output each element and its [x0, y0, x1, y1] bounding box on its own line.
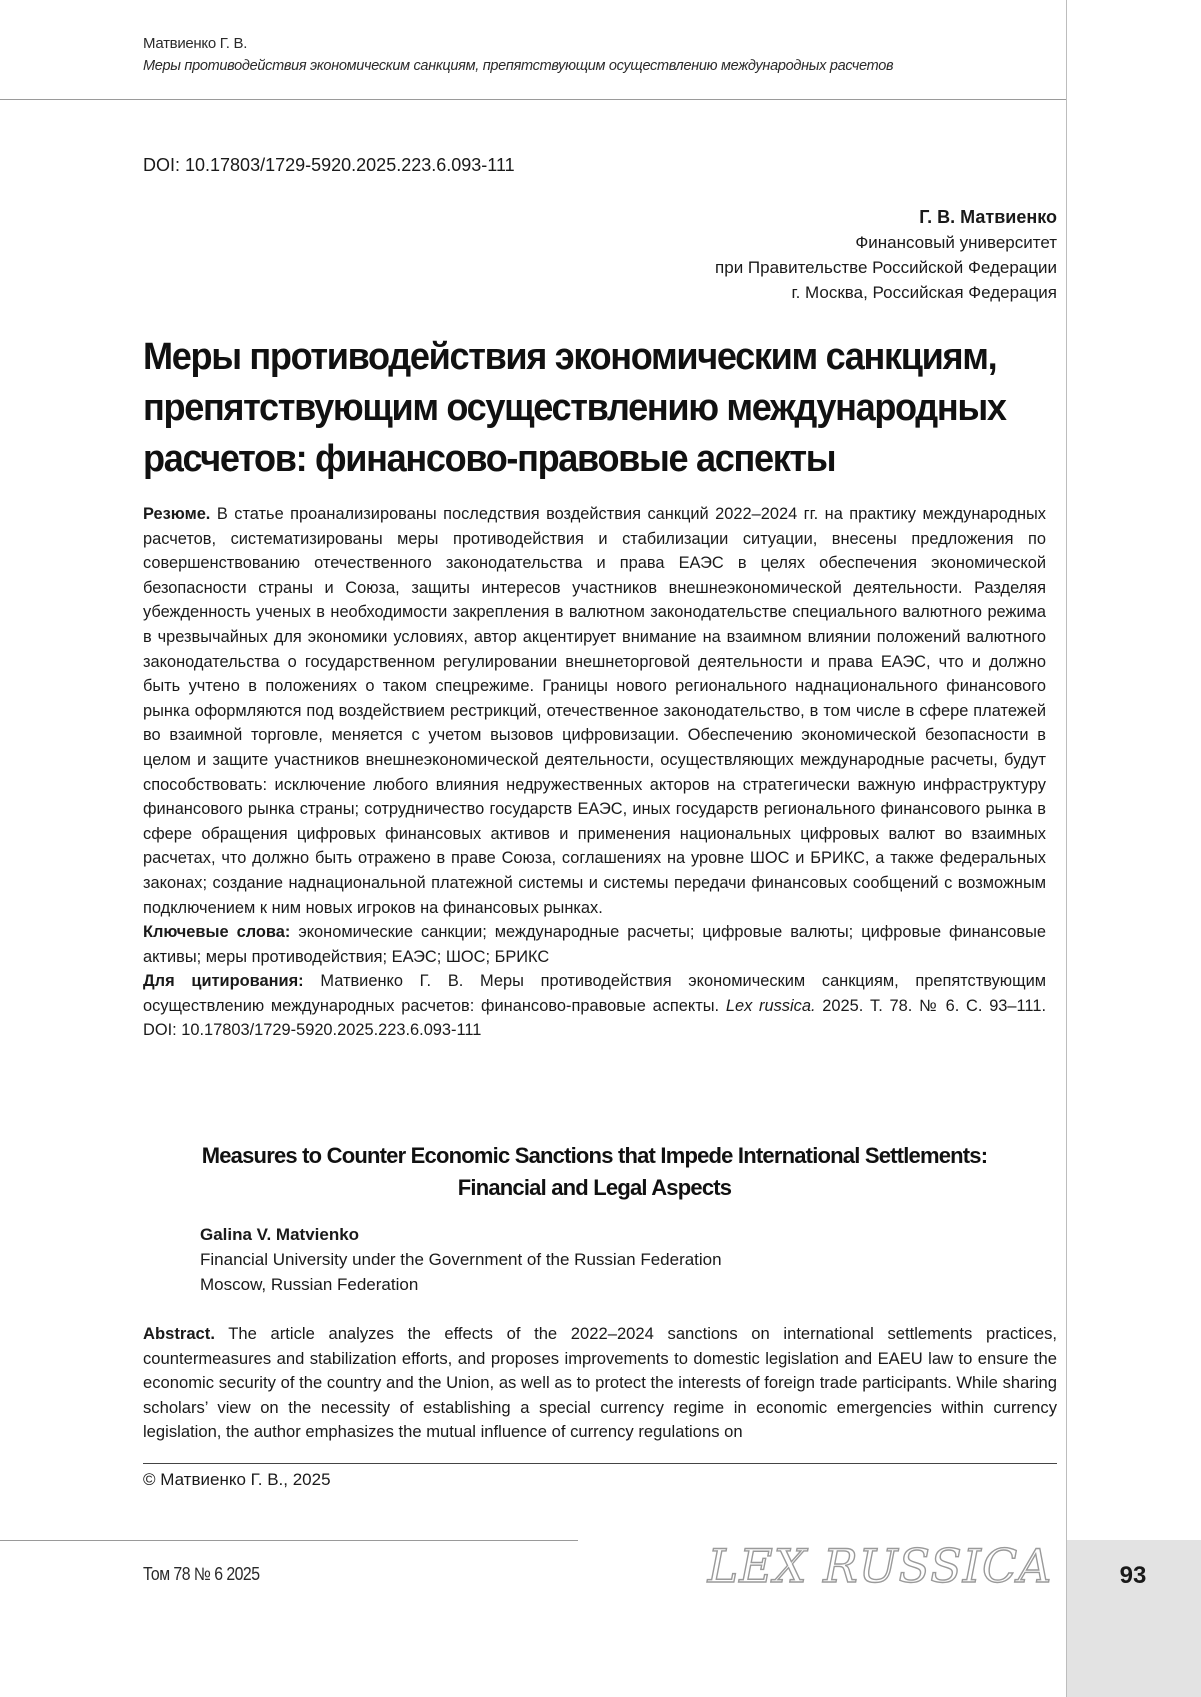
article-title-en	[143, 1140, 1046, 1204]
footer-divider	[0, 1540, 578, 1541]
article-title-ru: Меры противодействия экономическим санкциям, препятствующим осуществлению международных расчетов: финансово-правовые аспекты	[143, 336, 1006, 480]
author-affiliation-ru-2: при Правительстве Российской Федерации	[715, 258, 1057, 277]
author-city-ru: г. Москва, Российская Федерация	[791, 283, 1057, 302]
author-city-en: Moscow, Russian Federation	[200, 1275, 419, 1294]
abstract-en	[143, 1322, 1057, 1445]
keywords-label-ru: Ключевые слова:	[143, 923, 291, 942]
author-affiliation-ru-1: Финансовый университет	[855, 233, 1057, 252]
abstract-label-ru: Резюме.	[143, 505, 211, 523]
running-head-title: Меры противодействия экономическим санкциям, препятствующим осуществлению международных расчетов	[143, 58, 894, 74]
keywords-text-ru: экономические санкции; международные расчеты; цифровые валюты; цифровые финансовые активы; меры противодействия; ЕАЭС; ШОС; БРИКС	[143, 923, 1046, 966]
abstract-ru	[143, 502, 1046, 920]
journal-logo	[707, 1538, 1053, 1594]
citation-journal: Lex russica.	[725, 996, 816, 1015]
keywords-ru	[143, 920, 1046, 969]
abstract-label-en: Abstract.	[143, 1324, 215, 1343]
author-name-en: Galina V. Matvienko	[200, 1225, 360, 1244]
author-name-ru: Г. В. Матвиенко	[919, 207, 1057, 227]
author-block-en	[200, 1222, 722, 1297]
running-head-author: Матвиенко Г. В.	[143, 35, 248, 52]
volume-issue: Том 78 № 6 2025	[143, 1564, 260, 1584]
article-title-en-line1: Measures to Counter Economic Sanctions that Impede International Settlements:	[201, 1143, 988, 1168]
doi: DOI: 10.17803/1729-5920.2025.223.6.093-111	[143, 155, 515, 175]
article-title-en-line2: Financial and Legal Aspects	[457, 1175, 732, 1200]
abstract-text-en: The article analyzes the effects of the 2022–2024 sanctions on international settlements practices, countermeasures and stabilization efforts, and proposes improvements to domestic legislation and EAEU law to ensure the economic security of the country and the Union, as well as to protect the interests of foreign trade participants. While sharing scholars’ view on the necessity of establishing a special currency regime in economic emergencies within currency legislation, the author emphasizes the mutual influence of currency regulations on	[143, 1324, 1057, 1442]
running-head	[143, 33, 1053, 77]
author-block-ru	[457, 205, 1057, 305]
citation-text-before: Матвиенко Г. В. Меры противодействия экономическим санкциям, препятствующим осуществлению международных расчетов: финансово-правовые аспекты.	[143, 972, 1046, 1015]
citation-label-ru: Для цитирования:	[143, 972, 304, 991]
abstract-text-ru: В статье проанализированы последствия воздействия санкций 2022–2024 гг. на практику международных расчетов, систематизированы меры противодействия и стабилизации ситуации, внесены предложения по совершенствованию отечественного законодательства и права ЕАЭС в целях обеспечения экономической безопасности страны и Союза, защиты интересов участников внешнеэкономической деятельности. Разделяя убежденность ученых в необходимости закрепления в валютном законодательстве специального валютного режима в чрезвычайных для экономики условиях, автор акцентирует внимание на взаимном влиянии положений валютного законодательства о государственном регулировании внешнеторговой деятельности и права ЕАЭС, что и должно быть учтено в положениях о таком спецрежиме. Границы нового регионального наднационального финансового рынка оформляются под воздействием рестрикций, отечественное законодательство, в том числе в сфере платежей во взаимной торговле, меняется с учетом вызовов цифровизации. Обеспечению экономической безопасности в целом и защите участников внешнеэкономической деятельности, осуществляющих международные расчеты, будут способствовать: исключение любого влияния недружественных акторов на стратегически важную инфраструктуру финансового рынка страны; сотрудничество государств ЕАЭС, иных государств регионального финансового рынка в сфере обращения цифровых финансовых активов и применения национальных цифровых валют во взаимных расчетах, что должно быть отражено в праве Союза, соглашениях на уровне ШОС и БРИКС, а также федеральных законах; создание наднациональной платежной системы и системы передачи финансовых сообщений с возможным подключением к ним новых игроков на финансовых рынках.	[143, 505, 1047, 917]
right-margin-strip	[1066, 0, 1201, 1697]
journal-logo-text: LEX RUSSICA	[707, 1539, 1053, 1593]
copyright: © Матвиенко Г. В., 2025	[143, 1470, 331, 1489]
author-affiliation-en: Financial University under the Government of the Russian Federation	[200, 1250, 722, 1269]
abstract-block-ru	[143, 502, 1046, 1043]
citation-text-after: 2025. Т. 78. № 6. С. 93–111. DOI: 10.17803/1729-5920.2025.223.6.093-111	[143, 996, 1047, 1040]
header-divider	[0, 99, 1066, 100]
citation-ru	[143, 969, 1046, 1043]
copyright-divider	[143, 1463, 1057, 1464]
page-number: 93	[1119, 1562, 1147, 1589]
